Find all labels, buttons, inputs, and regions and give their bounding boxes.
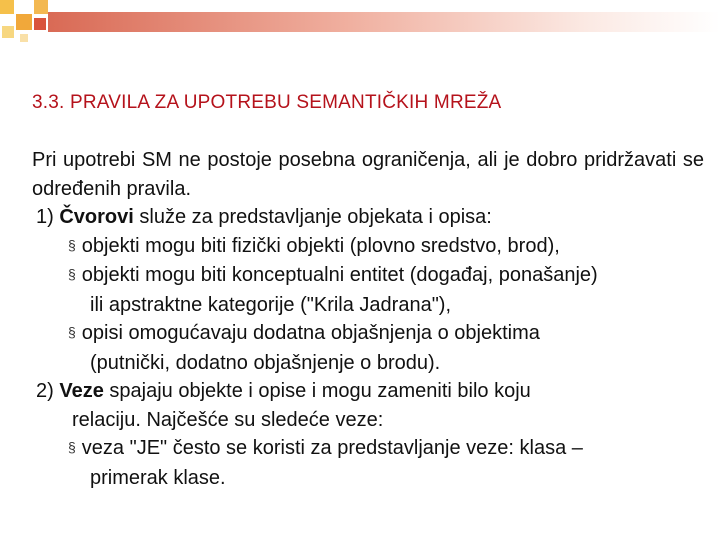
intro-paragraph: Pri upotrebi SM ne postoje posebna ograničenja, ali je dobro pridržavati se određenih pravila. — [32, 149, 704, 200]
bullet-continuation: primerak klase. — [90, 466, 226, 489]
bullet-text: objekti mogu biti fizički objekti (plovno sredstvo, brod), — [81, 234, 560, 257]
logo-square — [20, 34, 28, 42]
rule-1 — [32, 203, 704, 232]
rule-term: Čvorovi — [59, 206, 134, 228]
bullet-icon: § — [68, 439, 76, 455]
bullet-text: objekti mogu biti konceptualni entitet (događaj, ponašanje) — [81, 264, 598, 286]
logo-square — [2, 26, 14, 38]
bullet-item — [32, 319, 704, 349]
rule-term: Veze — [59, 380, 104, 402]
rule-number: 1) — [36, 206, 54, 228]
rule-text: služe za predstavljanje objekata i opisa: — [139, 206, 492, 228]
bullet-text: veza "JE" često se koristi za predstavljanje veze: klasa – — [81, 437, 583, 459]
bullet-continuation: ili apstraktne kategorije ("Krila Jadrana"), — [90, 293, 452, 316]
rule-text: spajaju objekte i opise i mogu zameniti bilo koju — [109, 380, 531, 402]
bullet-item — [32, 232, 704, 262]
logo-square — [0, 0, 14, 14]
bullet-icon: § — [68, 324, 76, 340]
bullet-item — [32, 434, 704, 464]
logo-square — [34, 0, 48, 14]
bullet-continuation: (putnički, dodatno objašnjenje o brodu). — [90, 351, 441, 374]
slide-body — [32, 146, 704, 492]
slide-title: 3.3. PRAVILA ZA UPOTREBU SEMANTIČKIH MREŽA — [32, 92, 502, 113]
logo-square — [16, 14, 32, 30]
bullet-text: opisi omogućavaju dodatna objašnjenja o objektima — [81, 322, 540, 344]
bullet-icon: § — [68, 266, 76, 282]
rule-number: 2) — [36, 380, 54, 402]
rule-2 — [32, 377, 704, 406]
header-gradient-bar — [48, 12, 720, 32]
bullet-item — [32, 261, 704, 291]
logo-square — [34, 18, 46, 30]
rule-continuation: relaciju. Najčešće su sledeće veze: — [72, 408, 384, 431]
bullet-icon: § — [68, 236, 76, 253]
